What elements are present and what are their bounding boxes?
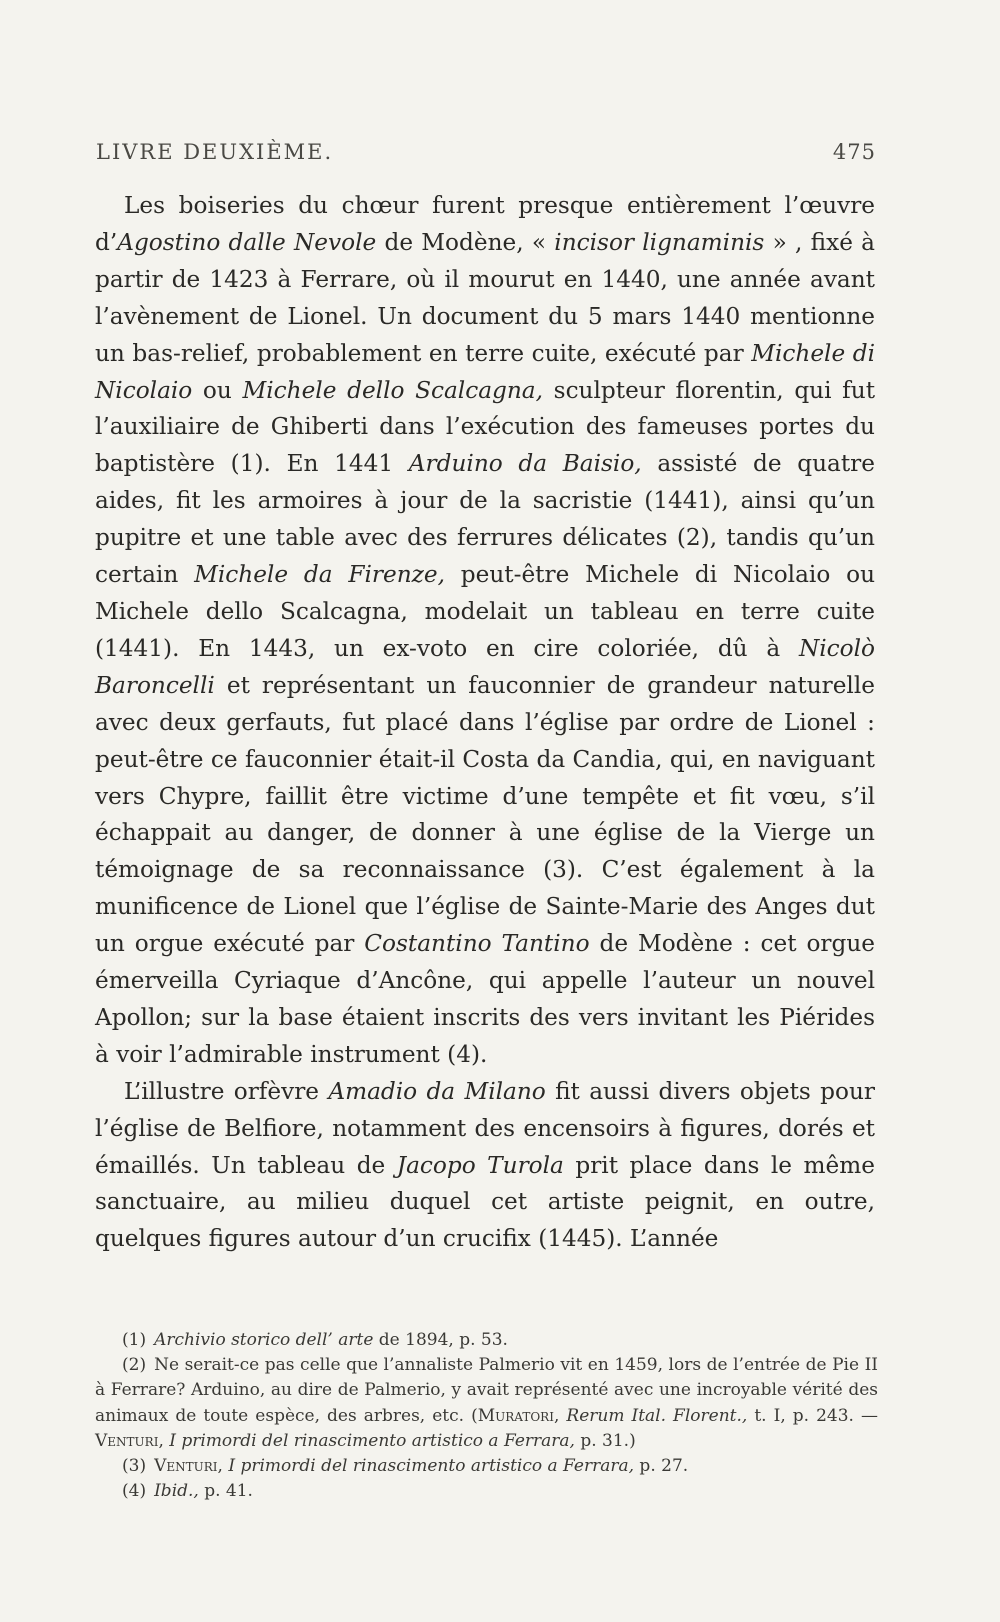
text-span: assisté de quatre aides, fit les armoires à jour de la sacristie (1441), ainsi qu’un pupitre et une table avec des ferrures délicates (2), tandis qu’un certain [95, 450, 875, 589]
text-span: de Modène : cet orgue émerveilla Cyriaque d’Ancône, qui appelle l’auteur un nouvel Apollon; sur la base étaient inscrits des vers invitant les Piérides à voir l’admirable instrument (4). [95, 930, 875, 1068]
artist-name: Arduino da Baisio, [408, 450, 642, 478]
author-name: Muratori [477, 1405, 554, 1426]
paragraph-1 [95, 188, 875, 1074]
running-header [96, 140, 876, 164]
text-span: p. 41. [198, 1481, 253, 1502]
text-span: de Modène, « [376, 228, 555, 256]
footnotes [95, 1328, 878, 1504]
title-italic: Rerum Ital. Florent., [566, 1405, 748, 1426]
text-span: Ne serait-ce pas celle que l’annaliste Palmerio vit en 1459, lors de l’entrée de Pie II à Ferrare? Arduino, au dire de Palmerio, y avait représenté avec une incroyable vérité des animaux de toute espèce, des arbres, etc. ( [95, 1355, 878, 1426]
footnote-number: (2) [122, 1355, 147, 1376]
author-name: Venturi [154, 1456, 218, 1477]
text-span: prit place dans le même sanctuaire, au milieu duquel cet artiste peignit, en outre, quelques figures autour d’un crucifix (1445). L’année [95, 1151, 875, 1253]
title-italic: Archivio storico dell’ arte [154, 1330, 374, 1350]
artist-name: Nicolò Baroncelli [95, 634, 875, 699]
title-italic: Ibid., [154, 1481, 199, 1502]
artist-name: Agostino dalle Nevole [117, 228, 377, 256]
artist-name: Michele da Firenze, [194, 561, 445, 589]
footnote-number: (1) [122, 1330, 147, 1350]
artist-name: Michele di Nicolaio [95, 339, 875, 404]
text-span: de 1894, p. 53. [373, 1330, 508, 1350]
footnote-4 [95, 1479, 878, 1504]
text-span: p. 31.) [574, 1430, 636, 1451]
text-span: L’illustre orfèvre [124, 1077, 329, 1105]
footnote-number: (3) [122, 1456, 147, 1477]
text-span: » , fixé à partir de 1423 à Ferrare, où il mourut en 1440, une année avant l’avènement de Lionel. Un document du 5 mars 1440 mentionne un bas-relief, probablement en terre cuite, exécuté par [95, 228, 876, 367]
text-span: Les boiseries du chœur furent presque entièrement l’œuvre d’ [95, 192, 875, 256]
text-span: ou [192, 376, 243, 404]
paragraph-2 [95, 1074, 875, 1259]
text-span: fit aussi divers objets pour l’église de Belfiore, notamment des encensoirs à figures, dorés et émaillés. Un tableau de [95, 1077, 875, 1179]
text-span: t. I, p. 243. — [747, 1405, 878, 1426]
artist-name: Michele dello Scalcagna, [242, 376, 544, 404]
artist-name: Jacopo Turola [396, 1151, 564, 1179]
text-span: peut-être Michele di Nicolaio ou Michele dello Scalcagna, modelait un tableau en terre cuite (1441). En 1443, un ex-voto en cire coloriée, dû à [95, 561, 876, 662]
footnote-3 [95, 1454, 878, 1479]
page-number: 475 [832, 140, 876, 164]
text-span: sculpteur florentin, qui fut l’auxiliaire de Ghiberti dans l’exécution des fameuses portes du baptistère (1). En 1441 [95, 376, 876, 478]
footnote-1 [95, 1328, 878, 1353]
title-italic: I primordi del rinascimento artistico a Ferrara, [169, 1430, 575, 1451]
author-name: Venturi [95, 1430, 159, 1451]
artist-name: Costantino Tantino [364, 930, 590, 958]
artist-name: Amadio da Milano [328, 1077, 546, 1105]
title-italic: I primordi del rinascimento artistico a Ferrara, [228, 1456, 635, 1477]
footnote-2 [95, 1353, 878, 1454]
main-text [95, 188, 875, 1258]
footnote-number: (4) [122, 1481, 147, 1502]
running-title: LIVRE DEUXIÈME. [96, 140, 334, 164]
text-span: , [553, 1405, 567, 1426]
text-span: p. 27. [634, 1456, 689, 1477]
text-span: , [158, 1430, 170, 1451]
text-span: et représentant un fauconnier de grandeur naturelle avec deux gerfauts, fut placé dans l’église par ordre de Lionel : peut-être ce fauconnier était-il Costa da Candia, qui, en naviguant vers Chypre, faillit être victime d’une tempête et fit vœu, s’il échappait au danger, de donner à une église de la Vierge un témoignage de sa reconnaissance (3). C’est également à la munificence de Lionel que l’église de Sainte-Marie des Anges dut un orgue exécuté par [95, 671, 875, 958]
text-span: , [217, 1456, 229, 1477]
latin-quote: incisor lignaminis [554, 228, 765, 256]
